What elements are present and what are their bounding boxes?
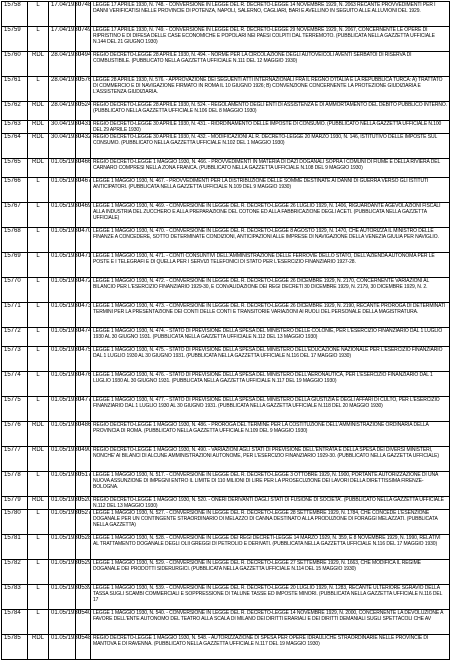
act-date: 01.05/1930	[49, 303, 76, 328]
act-type: L	[28, 510, 49, 535]
act-date: 28.04/1930	[49, 77, 76, 102]
table-row	[2, 253, 450, 278]
act-type: RDL	[28, 121, 49, 134]
record-number: 15762	[2, 102, 28, 121]
act-code: 0466	[76, 159, 91, 178]
record-number: 15774	[2, 372, 28, 397]
table-row	[2, 203, 450, 228]
act-description: REGIO DECRETO-LEGGE 28 APRILE 1930, N. 494. - NORME PER LA CIRCOLAZIONE DEGLI AUTOVEICOLI AVENTI SERBATOI DI RISERVA DI COMBUSTIBILE. (PUBBLICATO NELLA GAZZETTA UFFICIALE N.111 DEL 12 MAGGIO 1930)	[91, 52, 450, 77]
act-description: REGIO DECRETO-LEGGE 28 APRILE 1930, N. 524. - REGOLAMENTO DEGLI ENTI DI ASSISTENZA E DI AMMORTAMENTO DEL DEBITO PUBBLICO INTERNO. (PUBBLICATO NELLA GAZZETTA UFFICIALE N.106 DEL 8 MAGGIO 1930)	[91, 102, 450, 121]
act-date: 01.05/1930	[49, 497, 76, 510]
record-number: 15785	[2, 635, 28, 660]
record-number: 15758	[2, 2, 28, 27]
act-code: 0576	[76, 77, 91, 102]
act-date: 01.05/1930	[49, 560, 76, 585]
table-row	[2, 228, 450, 253]
act-description: LEGGE 17 APRILE 1930, N. 749. - CONVERSIONE IN LEGGE DEL R. DECRETO-LEGGE 29 NOVEMBRE 1929, N. 2067, CONCERNENTE LE OPERE DI RIPRISTINO E DI DIFESA DELLE CASE ECONOMICHE E POPOLARI NEI PAESI COLPITI DAL TERREMOTO. (PUBBLICATA NELLA GAZZETTA UFFICIALE N.144 DEL 21 GIUGNO 1930)	[91, 27, 450, 52]
record-number: 15759	[2, 27, 28, 52]
act-type: RDL	[28, 497, 49, 510]
table-row	[2, 328, 450, 347]
table-row	[2, 497, 450, 510]
act-description: REGIO DECRETO-LEGGE 1 MAGGIO 1930, N. 490. - VARIAZIONI AGLI STATI DI PREVISIONE DELL'ENTRATA E DELLA SPESA DEI DIVERSI MINISTERI, NONCHE' AI BILANCI DI ALCUNE AMMINISTRAZIONI AUTONOME, PER L'ESERCIZIO FINANZIARIO 1929-30. (PUBBLICATO NELLA GAZZETTA UFFICIALE)	[91, 447, 450, 472]
act-description: LEGGE 1 MAGGIO 1930, N. 472. - CONVERSIONE IN LEGGE DEL R. DECRETO-LEGGE 26 DICEMBRE 1929, N. 2170, CONCERNENTE VARIAZIONI AL BILANCIO PER L'ESERCIZIO FINANZIARIO 1929-30, E CONVALIDAZIONE DEI REGI DECRETI 30 DICEMBRE 1929, N. 2179, 30 DICEMBRE 1929, N. 2.	[91, 278, 450, 303]
act-date: 01.05/1930	[49, 278, 76, 303]
act-description: REGIO DECRETO-LEGGE 1 MAGGIO 1930, N. 520. - ONERI DERIVANTI DAGLI STATI DI FUSIONE DI SOCIETA'. (PUBBLICATO NELLA GAZZETTA UFFICIALE N.112 DEL 13 MAGGIO 1930)	[91, 497, 450, 510]
act-description: LEGGE 1 MAGGIO 1930, N. 517. - CONVERSIONE IN LEGGE DEL R. DECRETO-LEGGE 3 OTTOBRE 1929, N. 1900, PORTANTE AUTORIZZAZIONE DI UNA NUOVA ASSUNZIONE DI IMPEGNI ENTRO IL LIMITE DI 110 MILIONI DI LIRE PER LA PROSECUZIONE DEI LAVORI DELLA DIRETTISSIMA FIRENZE-BOLOGNA.	[91, 472, 450, 497]
table-row	[2, 422, 450, 447]
act-code: 0548	[76, 635, 91, 660]
act-type: RDL	[28, 102, 49, 121]
table-row	[2, 278, 450, 303]
act-description: LEGGE 1 MAGGIO 1930, N. 476. - STATO DI PREVISIONE DELLA SPESA DEL MINISTERO DELL'AERONAUTICA, PER L'ESERCIZIO FINANZIARIO DAL 1 LUGLIO 1930 AL 30 GIUGNO 1931. (PUBBLICATA NELLA GAZZETTA UFFICIALE N.117 DEL 19 MAGGIO 1930)	[91, 372, 450, 397]
act-type: L	[28, 328, 49, 347]
act-date: 30.04/1930	[49, 134, 76, 159]
record-number: 15765	[2, 159, 28, 178]
table-row	[2, 303, 450, 328]
act-code: 0432	[76, 134, 91, 159]
act-date: 28.04/1930	[49, 102, 76, 121]
table-row	[2, 178, 450, 203]
record-number: 15763	[2, 121, 28, 134]
act-code: 0469	[76, 203, 91, 228]
act-code: 0540	[76, 610, 91, 635]
act-date: 17.04/1930	[49, 2, 76, 27]
act-code: 0431	[76, 121, 91, 134]
table-row	[2, 121, 450, 134]
act-description: LEGGE 1 MAGGIO 1930, N. 540. - CONVERSIONE IN LEGGE DEL R. DECRETO-LEGGE 14 NOVEMBRE 1929, N. 2000, CONCERNENTE LA DEVOLUZIONE A FAVORE DELL'ENTE AUTONOMO DEL TEATRO ALLA SCALA DI MILANO DEI DIRITTI ERARIALI E DEI DIRITTI DEMANIALI SUGLI SPETTACOLI CHE AV	[91, 610, 450, 635]
act-description: LEGGE 1 MAGGIO 1930, N. 529. - CONVERSIONE IN LEGGE DEL R. DECRETO-LEGGE 27 SETTEMBRE 1929, N. 1663, CHE MODIFICA IL REGIME DOGANALE DEI PRODOTTI SIDERURGICI. (PUBBLICATA NELLA GAZZETTA UFFICIALE N.114 DEL 15 MAGGIO 1930)	[91, 560, 450, 585]
act-date: 01.05/1930	[49, 203, 76, 228]
act-code: 0524	[76, 102, 91, 121]
act-type: L	[28, 203, 49, 228]
record-number: 15775	[2, 397, 28, 422]
act-type: L	[28, 472, 49, 497]
act-code: 0476	[76, 372, 91, 397]
act-code: 0467	[76, 178, 91, 203]
act-code: 0749	[76, 27, 91, 52]
act-type: RDL	[28, 159, 49, 178]
table-row	[2, 472, 450, 497]
act-type: RDL	[28, 447, 49, 472]
table-row	[2, 159, 450, 178]
act-code: 0539	[76, 585, 91, 610]
act-code: 0528	[76, 535, 91, 560]
act-date: 30.04/1930	[49, 121, 76, 134]
table-row	[2, 27, 450, 52]
act-code: 0477	[76, 397, 91, 422]
act-date: 01.05/1930	[49, 472, 76, 497]
act-description: LEGGE 1 MAGGIO 1930, N. 470. - CONVERSIONE IN LEGGE DEL R. DECRETO-LEGGE 8 AGOSTO 1929, N. 1470, CHE AUTORIZZA IL MINISTRO DELLE FINANZE A CONCEDERE, SOTTO DETERMINATE CONDIZIONI, ANTICIPAZIONI ALLE IMPRESE DI NAVIGAZIONE DELLA VENEZIA GIULIA PER NAVIGLIO.	[91, 228, 450, 253]
act-description: LEGGE 1 MAGGIO 1930, N. 527. - CONVERSIONE IN LEGGE DEL R. DECRETO-LEGGE 28 SETTEMBRE 1929, N. 1784, CHE CONCEDE L'ESENZIONE DOGANALE PER UN CONTINGENTE STRAORDINARIO DI MELAZZO DI CANNA DESTINATO ALLA PRODUZIONE DI FORAGGI MELAZZATI. (PUBBLICATA NELLA GAZZETTA)	[91, 510, 450, 535]
table-row	[2, 102, 450, 121]
record-number: 15767	[2, 203, 28, 228]
act-description: LEGGE 1 MAGGIO 1930, N. 474. - STATO DI PREVISIONE DELLA SPESA DEL MINISTERO DELLE COLONIE, PER L'ESERCIZIO FINANZIARIO DAL 1 LUGLIO 1930 AL 30 GIUGNO 1931. (PUBBLICATA NELLA GAZZETTA UFFICIALE N.112 DEL 13 MAGGIO 1930)	[91, 328, 450, 347]
act-date: 01.05/1930	[49, 585, 76, 610]
act-code: 0490	[76, 447, 91, 472]
act-type: L	[28, 347, 49, 372]
act-type: L	[28, 178, 49, 203]
record-number: 15761	[2, 77, 28, 102]
act-description: LEGGE 1 MAGGIO 1930, N. 477. - STATO DI PREVISIONE DELLA SPESA DEL MINISTERO DELLA GIUSTIZIA E DEGLI AFFARI DI CULTO, PER L'ESERCIZIO FINANZIARIO DAL 1 LUGLIO 1930 AL 30 GIUGNO 1931. (PUBBLICATA NELLA GAZZETTA UFFICIALE N.118 DEL 20 MAGGIO 1930)	[91, 397, 450, 422]
act-type: L	[28, 2, 49, 27]
act-description: REGIO DECRETO-LEGGE 1 MAGGIO 1930, N. 548. - AUTORIZZAZIONE DI SPESA PER OPERE IDRAULICHE STRAORDINARIE NELLE PROVINCIE DI MANTOVA E DI RAVENNA. (PUBBLICATO NELLA GAZZETTA UFFICIALE N.117 DEL 19 MAGGIO 1930)	[91, 635, 450, 660]
act-code: 0486	[76, 422, 91, 447]
table-row	[2, 397, 450, 422]
record-number: 15777	[2, 447, 28, 472]
table-row	[2, 77, 450, 102]
table-row	[2, 560, 450, 585]
act-date: 01.05/1930	[49, 447, 76, 472]
act-date: 01.05/1930	[49, 253, 76, 278]
act-code: 0529	[76, 560, 91, 585]
act-code: 0472	[76, 278, 91, 303]
act-description: LEGGE 17 APRILE 1930, N. 748. - CONVERSIONE IN LEGGE DEL R. DECRETO-LEGGE 14 NOVEMBRE 1929, N. 2063 RECANTE PROVVEDIMENTI PER I DANNI VERIFICATISI NELLE PROVINCIE DI POTENZA, NAPOLI, SALERNO, CAGLIARI, BARI E AVELLINO IN SEGUITO ALLE ALLUVIONI DEL 1929.	[91, 2, 450, 27]
act-type: RDL	[28, 52, 49, 77]
act-type: L	[28, 397, 49, 422]
act-type: L	[28, 228, 49, 253]
table-row	[2, 347, 450, 372]
table-row	[2, 635, 450, 660]
act-type: L	[28, 535, 49, 560]
act-code: 0494	[76, 52, 91, 77]
record-number: 15782	[2, 560, 28, 585]
record-number: 15783	[2, 585, 28, 610]
table-row	[2, 2, 450, 27]
act-code: 0748	[76, 2, 91, 27]
act-type: L	[28, 253, 49, 278]
act-date: 01.05/1930	[49, 635, 76, 660]
record-number: 15769	[2, 253, 28, 278]
record-number: 15776	[2, 422, 28, 447]
act-code: 0473	[76, 303, 91, 328]
act-description: LEGGE 1 MAGGIO 1930, N. 471. - CONTI CONSUNTIVI DELL'AMMINISTRAZIONE DELLE FERROVIE DELLO STATO, DELL'AZIENDA AUTONOMA PER LE POSTE E I TELEGRAFI E DI QUELLA PER I SERVIZI TELEFONICI DI STATO PER L'ESERCIZIO FINANZIARIO 1927-28.	[91, 253, 450, 278]
table-row	[2, 585, 450, 610]
act-date: 01.05/1930	[49, 422, 76, 447]
act-code: 0474	[76, 328, 91, 347]
act-description: LEGGE 1 MAGGIO 1930, N. 467. - PROVVEDIMENTI PER LA DISTRIBUZIONE DELLE SOMME DESTINATE AI DANNI DI GUERRA VERSO GLI ISTITUTI ANTICIPATORI. (PUBBLICATA NELLA GAZZETTA UFFICIALE N.109 DEL 9 MAGGIO 1930)	[91, 178, 450, 203]
act-description: LEGGE 1 MAGGIO 1930, N. 528. - CONVERSIONE IN LEGGE DEI REGI DECRETI-LEGGE 14 MARZO 1929, N. 359, E 8 NOVEMBRE 1929, N. 1990, RELATIVI AL TRATTAMENTO DOGANALE DEGLI OLII GREGGI DI PETROLIO E DERIVATI. (PUBBLICATA NELLA GAZZETTA UFFICIALE N.116 DEL 17 MAGGIO 1930)	[91, 535, 450, 560]
record-number: 15770	[2, 278, 28, 303]
act-type: L	[28, 610, 49, 635]
record-number: 15773	[2, 347, 28, 372]
record-number: 15772	[2, 328, 28, 347]
act-type: L	[28, 27, 49, 52]
act-description: REGIO DECRETO-LEGGE 1 MAGGIO 1930, N. 466. - PROVVEDIMENTI IN MATERIA DI DAZI DOGANALI SOPRA I COMUNI DI FIUME E DELLA RIVIERA DEL CARNARO COMPRESI NELLA ZONA FRANCA. (PUBBLICATO NELLA GAZZETTA UFFICIALE N.108 DEL 9 MAGGIO 1930)	[91, 159, 450, 178]
record-number: 15784	[2, 610, 28, 635]
act-description: LEGGE 28 APRILE 1930, N. 576. - APPROVAZIONE DEI SEGUENTI ATTI INTERNAZIONALI FRA IL REGNO D'ITALIA E LA REPUBBLICA TURCA: A) TRATTATO DI COMMERCIO E DI NAVIGAZIONE FIRMATO IN ROMA IL 10 GIUGNO 1926; B) CONVENZIONE CONCERNENTE LA PROTEZIONE GIUDIZIARIA E L'ASSISTENZA GIUDIZIARIA.	[91, 77, 450, 102]
table-row	[2, 134, 450, 159]
record-number: 15778	[2, 472, 28, 497]
table-row	[2, 610, 450, 635]
act-code: 0470	[76, 228, 91, 253]
act-code: 0471	[76, 253, 91, 278]
act-code: 0520	[76, 497, 91, 510]
record-number: 15760	[2, 52, 28, 77]
act-type: L	[28, 303, 49, 328]
act-date: 01.05/1930	[49, 347, 76, 372]
act-description: LEGGE 1 MAGGIO 1930, N. 469. - CONVERSIONE IN LEGGE DEL R. DECRETO-LEGGE 26 LUGLIO 1929, N. 1406, RIGUARDANTE AGEVOLAZIONI FISCALI ALLA INDUSTRIA DEL ZUCCHERO E ALLA PREPARAZIONE DEL COTONE ED ALLA FABBRICAZIONE DEGLI ACETI. (PUBBLICATA NELLA GAZZETTA UFFICIALE)	[91, 203, 450, 228]
act-type: L	[28, 372, 49, 397]
table-row	[2, 372, 450, 397]
act-date: 01.05/1930	[49, 535, 76, 560]
act-type: L	[28, 560, 49, 585]
act-description: LEGGE 1 MAGGIO 1930, N. 473. - CONVERSIONE IN LEGGE DEL R. DECRETO-LEGGE 26 DICEMBRE 1929, N. 2190, RECANTE PROROGA DI DETERMINATI TERMINI PER LA PRESENTAZIONE DEI CONTI DELLE CONTI E TRANSITORIE VARIAZIONI AI RUOLI DEL PERSONALE DELLA MAGISTRATURA.	[91, 303, 450, 328]
act-date: 01.05/1930	[49, 510, 76, 535]
law-register-table	[1, 1, 450, 660]
record-number: 15768	[2, 228, 28, 253]
act-type: L	[28, 278, 49, 303]
act-description: REGIO DECRETO-LEGGE 30 APRILE 1930, N. 431. - RIORDINAMENTO DELLE IMPOSTE DI CONSUMO. (PUBBLICATO NELLA GAZZETTA UFFICIALE N.100 DEL 29 APRILE 1930)	[91, 121, 450, 134]
record-number: 15780	[2, 510, 28, 535]
act-description: REGIO DECRETO-LEGGE 1 MAGGIO 1930, N. 486. - PROROGA DEL TERMINE PER LA COSTITUZIONE DELL'AMMINISTRAZIONE ORDINARIA DELLA PROVINCIA DI ROMA. (PUBBLICATO NELLA GAZZETTA UFFICIALE N.109 DEL 9 MAGGIO 1930)	[91, 422, 450, 447]
act-date: 01.05/1930	[49, 610, 76, 635]
act-type: RDL	[28, 635, 49, 660]
record-number: 15766	[2, 178, 28, 203]
record-number: 15771	[2, 303, 28, 328]
table-row	[2, 52, 450, 77]
act-date: 01.05/1930	[49, 372, 76, 397]
act-type: L	[28, 77, 49, 102]
act-date: 17.04/1930	[49, 27, 76, 52]
act-code: 0527	[76, 510, 91, 535]
act-description: REGIO DECRETO-LEGGE 30 APRILE 1930, N. 432. - MODIFICAZIONI AL R. DECRETO-LEGGE 20 MARZO 1930, N. 146, ISTITUTIVO DELLE IMPOSTE SUL CONSUMO. (PUBBLICATO NELLA GAZZETTA UFFICIALE N.102 DEL 1 MAGGIO 1930)	[91, 134, 450, 159]
act-date: 01.05/1930	[49, 159, 76, 178]
record-number: 15764	[2, 134, 28, 159]
act-type: RDL	[28, 422, 49, 447]
act-type: RDL	[28, 134, 49, 159]
act-date: 01.05/1930	[49, 328, 76, 347]
table-row	[2, 447, 450, 472]
act-date: 01.05/1930	[49, 178, 76, 203]
record-number: 15781	[2, 535, 28, 560]
act-description: LEGGE 1 MAGGIO 1930, N. 475. - STATO DI PREVISIONE DELLA SPESA DEL MINISTERO DELL'EDUCAZIONE NAZIONALE PER L'ESERCIZIO FINANZIARIO DAL 1 LUGLIO 1930 AL 30 GIUGNO 1931. (PUBBLICATA NELLA GAZZETTA UFFICIALE N.116 DEL 17 MAGGIO 1930)	[91, 347, 450, 372]
act-code: 0475	[76, 347, 91, 372]
act-date: 01.05/1930	[49, 397, 76, 422]
act-code: 0517	[76, 472, 91, 497]
act-date: 01.05/1930	[49, 228, 76, 253]
table-row	[2, 510, 450, 535]
record-number: 15779	[2, 497, 28, 510]
act-type: L	[28, 585, 49, 610]
act-description: LEGGE 1 MAGGIO 1930, N. 539. - CONVERSIONE IN LEGGE DEL R. DECRETO-LEGGE 20 LUGLIO 1929, N. 1283, RECANTE ULTERIORE SGRAVIO DELLA TASSA SUGLI SCAMBI COMMERCIALI E SOPPRESSIONE DI TALUNE TASSE ED IMPOSTE MINORI. (PUBBLICATA NELLA GAZZETTA UFFICIALE N.116 DEL 17	[91, 585, 450, 610]
act-date: 28.04/1930	[49, 52, 76, 77]
table-row	[2, 535, 450, 560]
